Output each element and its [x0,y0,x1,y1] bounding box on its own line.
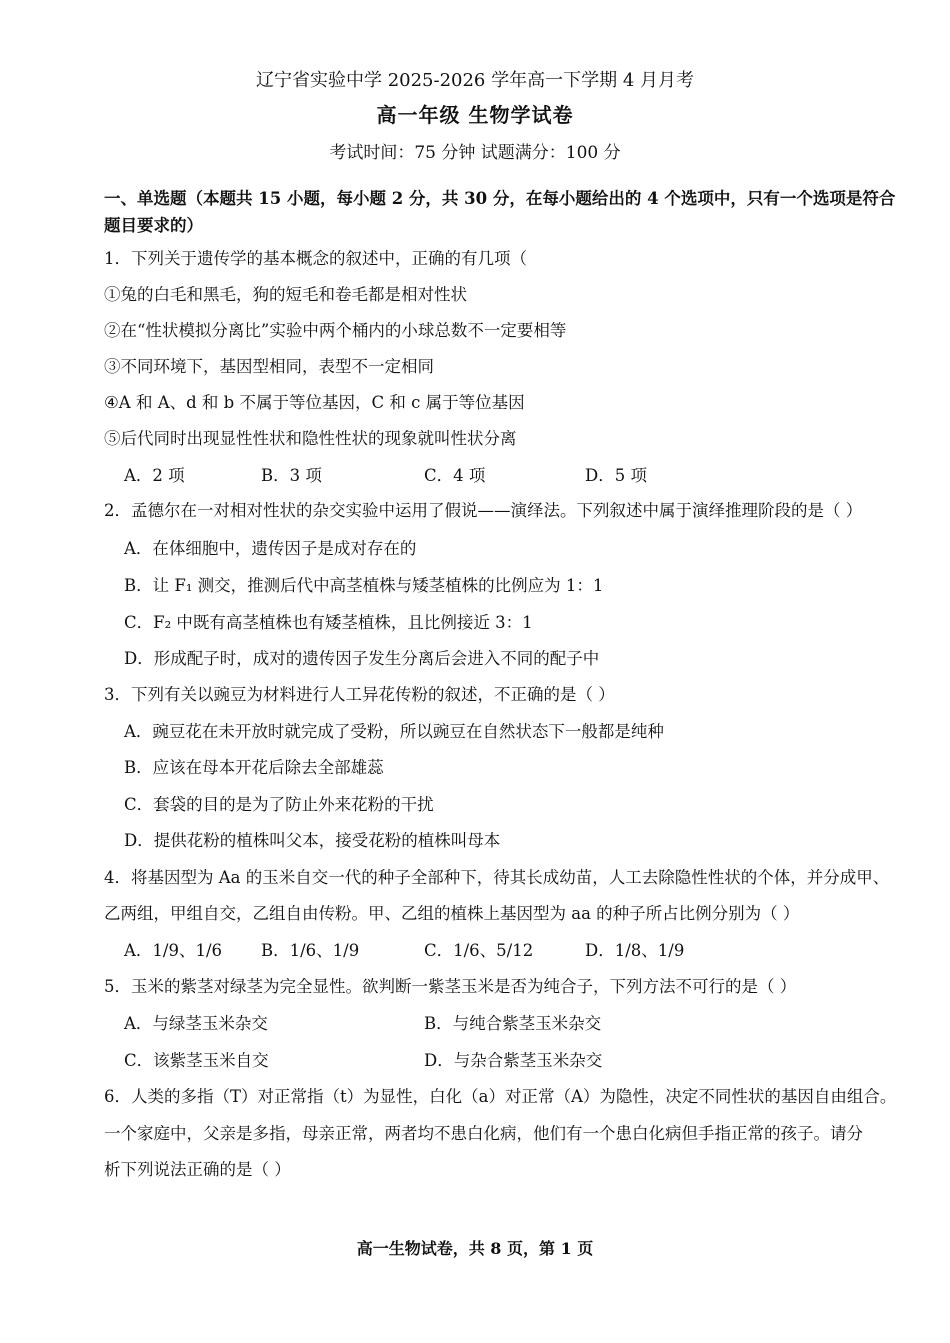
page-title: 高一年级 生物学试卷 [376,103,574,127]
q1-option-b: B．3 项 [261,466,322,485]
q2-option-a: A．在体细胞中，遗传因子是成对存在的 [124,539,417,558]
q1-statement-2: ②在“性状模拟分离比”实验中两个桶内的小球总数不一定要相等 [104,321,567,340]
question-3-stem: 3．下列有关以豌豆为材料进行人工异花传粉的叙述，不正确的是（ ） [104,685,615,704]
school-line: 辽宁省实验中学 2025-2026 学年高一下学期 4 月月考 [255,70,695,91]
question-6-stem-line-2: 一个家庭中，父亲是多指，母亲正常，两者均不患白化病，他们有一个患白化病但手指正常的孩子。请分 [104,1124,863,1143]
section-heading-line-1: 一、单选题（本题共 15 小题，每小题 2 分，共 30 分，在每小题给出的 4 个选项中，只有一个选项是符合 [104,189,896,208]
q5-option-a: A．与绿茎玉米杂交 [124,1014,268,1033]
question-5-stem: 5．玉米的紫茎对绿茎为完全显性。欲判断一紫茎玉米是否为纯合子，下列方法不可行的是（ ） [104,977,797,996]
q2-option-b: B．让 F₁ 测交，推测后代中高茎植株与矮茎植株的比例应为 1：1 [124,576,604,595]
q1-statement-1: ①兔的白毛和黑毛，狗的短毛和卷毛都是相对性状 [104,285,467,304]
question-2-stem: 2．孟德尔在一对相对性状的杂交实验中运用了假说——演绎法。下列叙述中属于演绎推理阶段的是（ ） [104,501,863,520]
q3-option-c: C．套袋的目的是为了防止外来花粉的干扰 [124,795,434,814]
question-4-stem-line-2: 乙两组，甲组自交，乙组自由传粉。甲、乙组的植株上基因型为 aa 的种子所占比例分别为（ ） [104,904,800,923]
question-4-stem-line-1: 4．将基因型为 Aa 的玉米自交一代的种子全部种下，待其长成幼苗，人工去除隐性性状的个体，并分成甲、 [104,868,890,887]
q4-option-c: C．1/6、5/12 [424,941,534,960]
section-heading-line-2: 题目要求的） [104,216,203,235]
q3-option-a: A．豌豆花在未开放时就完成了受粉，所以豌豆在自然状态下一般都是纯种 [124,722,664,741]
q1-option-d: D．5 项 [585,466,647,485]
q3-option-d: D．提供花粉的植株叫父本，接受花粉的植株叫母本 [124,831,501,850]
question-1-stem: 1．下列关于遗传学的基本概念的叙述中，正确的有几项（ [104,249,527,268]
page-footer: 高一生物试卷，共 8 页，第 1 页 [356,1239,594,1258]
q5-option-c: C．该紫茎玉米自交 [124,1051,269,1070]
q1-statement-3: ③不同环境下，基因型相同，表型不一定相同 [104,357,434,376]
q2-option-c: C．F₂ 中既有高茎植株也有矮茎植株，且比例接近 3：1 [124,613,533,632]
q4-option-b: B．1/6、1/9 [261,941,360,960]
q1-statement-4: ④A 和 A、d 和 b 不属于等位基因，C 和 c 属于等位基因 [104,393,525,412]
q5-option-b: B．与纯合紫茎玉米杂交 [424,1014,602,1033]
exam-info: 考试时间：75 分钟 试题满分：100 分 [329,143,621,163]
q4-option-d: D．1/8、1/9 [585,941,685,960]
q2-option-d: D．形成配子时，成对的遗传因子发生分离后会进入不同的配子中 [124,649,600,668]
q5-option-d: D．与杂合紫茎玉米杂交 [424,1051,603,1070]
question-6-stem-line-1: 6．人类的多指（T）对正常指（t）为显性，白化（a）对正常（A）为隐性，决定不同性状的基因自由组合。 [104,1087,897,1106]
q3-option-b: B．应该在母本开花后除去全部雄蕊 [124,758,384,777]
q4-option-a: A．1/9、1/6 [124,941,223,960]
q1-statement-5: ⑤后代同时出现显性性状和隐性性状的现象就叫性状分离 [104,429,517,448]
question-6-stem-line-3: 析下列说法正确的是（ ） [104,1160,291,1179]
q1-option-c: C．4 项 [424,466,486,485]
q1-option-a: A．2 项 [124,466,185,485]
